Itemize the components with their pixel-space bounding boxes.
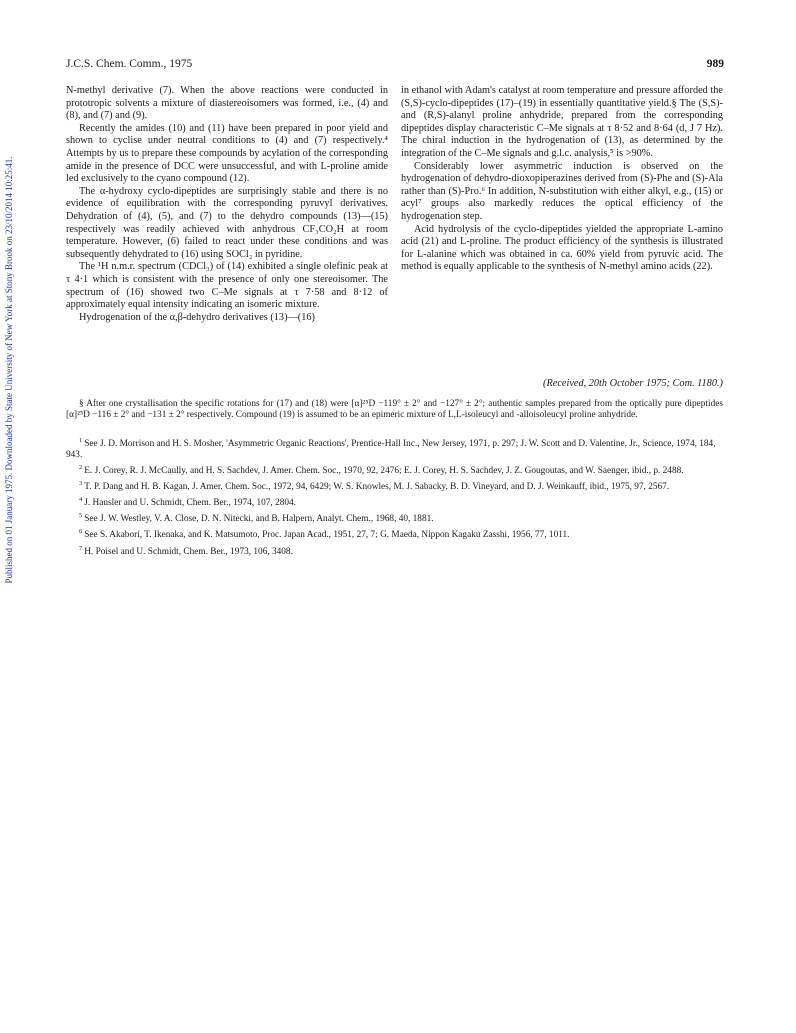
- paragraph: Acid hydrolysis of the cyclo-dipeptides yielded the appropriate L-amino acid (21) and L-proline. The product efficiency of the synthesis is illustrated for L-alanine which was obtained in ca. 60% yield from pyruvic acid. The method is equally applicable to the synthesis of N-methyl amino acids (22).: [401, 223, 723, 273]
- received-date: (Received, 20th October 1975; Com. 1180.): [543, 378, 723, 389]
- reference-item: [66, 543, 723, 558]
- paragraph: in ethanol with Adam's catalyst at room temperature and pressure afforded the (S,S)-cyclo-dipeptides (17)–(19) in essentially quantitative yield.§ The (S,S)- and (R,S)-alanyl proline anhydride, prepared from the corresponding dipeptides display characteristic C–Me signals at τ 8·52 and 8·64 (d, J 7 Hz). The chiral induction in the hydrogenation of (13), as determined by the integration of the C–Me signals and g.l.c. analysis,⁵ is >90%.: [401, 85, 723, 159]
- reference-number: 3: [79, 480, 83, 488]
- paragraph: Recently the amides (10) and (11) have been prepared in poor yield and shown to cyclise under neutral conditions to (4) and (7) respectively.⁴ Attempts by us to prepare these compounds by acylation of the corresponding amide in the presence of DCC were unsuccessful, and with L-proline amide led exclusively to the cyano compound (12).: [66, 122, 388, 185]
- reference-text: See J. W. Westley, V. A. Close, D. N. Nitecki, and B. Halpern, Analyt. Chem., 1968, 40, 1881.: [84, 514, 434, 525]
- page-header: [66, 58, 724, 74]
- journal-running-title: J.C.S. Chem. Comm., 1975: [66, 58, 193, 70]
- reference-number: 2: [79, 464, 83, 472]
- reference-item: [66, 462, 723, 477]
- section-footnote: [66, 399, 723, 421]
- footnote-text: § After one crystallisation the specific rotations for (17) and (18) were [α]²⁵D −119° ± 2° and −127° ± 2°; authentic samples prepared from the optically pure dipeptides [α]²⁵D −116 ± 2° and −131 ± 2° respectively. Compound (19) is assumed to be an epimeric mixture of L,L-isoleucyl and -alloisoleucyl proline anhydride.: [66, 399, 723, 420]
- reference-text: H. Poisel and U. Schmidt, Chem. Ber., 1973, 106, 3408.: [84, 546, 293, 557]
- paragraph: The α-hydroxy cyclo-dipeptides are surprisingly stable and there is no evidence of equilibration with the corresponding pyruvyl derivatives. Dehydration of (4), (5), and (7) to the dehydro compounds (13)—(15) respectively was readily achieved with anhydrous CF₃CO₂H at room temperature. However, (6) failed to react under these conditions and was subsequently dehydrated to (16) using SOCl₂ in pyridine.: [66, 185, 388, 260]
- reference-text: See S. Akabori, T. Ikenaka, and K. Matsumoto, Proc. Japan Acad., 1951, 27, 7; G. Maeda, Nippon Kagaku Zasshi, 1956, 77, 1011.: [84, 530, 570, 541]
- page-number: 989: [706, 58, 724, 70]
- reference-number: 6: [79, 528, 83, 536]
- reference-number: 1: [79, 437, 83, 444]
- reference-text: E. J. Corey, R. J. McCaully, and H. S. Sachdev, J. Amer. Chem. Soc., 1970, 92, 2476; E. J. Corey, H. S. Sachdev, J. Z. Gougoutas, and W. Saenger, ibid., p. 2488.: [84, 466, 684, 477]
- paragraph: N-methyl derivative (7). When the above reactions were conducted in prototropic solvents a mixture of diastereoisomers was formed, i.e., (4) and (8), and (7) and (9).: [66, 85, 388, 122]
- reference-item: [66, 435, 723, 461]
- reference-item: [66, 526, 723, 541]
- paragraph: The ¹H n.m.r. spectrum (CDCl₃) of (14) exhibited a single olefinic peak at τ 4·1 which is consistent with the presence of only one stereoisomer. The spectrum of (16) showed two C–Me signals at τ 7·58 and 8·12 of approximately equal intensity indicating an isomeric mixture.: [66, 261, 388, 311]
- reference-text: J. Hausler and U. Schmidt, Chem. Ber., 1974, 107, 2804.: [84, 498, 296, 509]
- reference-text: T. P. Dang and H. B. Kagan, J. Amer. Chem. Soc., 1972, 94, 6429; W. S. Knowles, M. J. Sabacky, B. D. Vineyard, and D. J. Weinkauff, ibid., 1975, 97, 2567.: [84, 482, 670, 493]
- right-column: [401, 85, 723, 274]
- left-column: [66, 85, 388, 324]
- reference-number: 4: [79, 496, 83, 504]
- reference-text: See J. D. Morrison and H. S. Mosher, 'Asymmetric Organic Reactions', Prentice-Hall Inc., New Jersey, 1971, p. 297; J. W. Scott and D. Valentine, Jr., Science, 1974, 184, 943.: [66, 439, 716, 461]
- reference-number: 5: [79, 512, 83, 520]
- reference-item: [66, 478, 723, 493]
- download-watermark-text: Published on 01 January 1975. Downloaded by State University of New York at Stony Brook on 23/10/2014 10:25:41.: [4, 156, 14, 584]
- reference-number: 7: [79, 544, 83, 552]
- paragraph: Considerably lower asymmetric induction is observed on the hydrogenation of dehydro-dioxopiperazines derived from (S)-Phe and (S)-Ala rather than (S)-Pro.⁶ In addition, N-substitution with either alkyl, e.g., (15) or acyl⁷ groups also markedly reduces the optical efficiency of the hydrogenation step.: [401, 160, 723, 222]
- paragraph: Hydrogenation of the α,β-dehydro derivatives (13)—(16): [79, 311, 315, 323]
- reference-item: [66, 494, 723, 509]
- reference-item: [66, 510, 723, 525]
- reference-list: [66, 435, 723, 559]
- download-watermark: [0, 70, 18, 670]
